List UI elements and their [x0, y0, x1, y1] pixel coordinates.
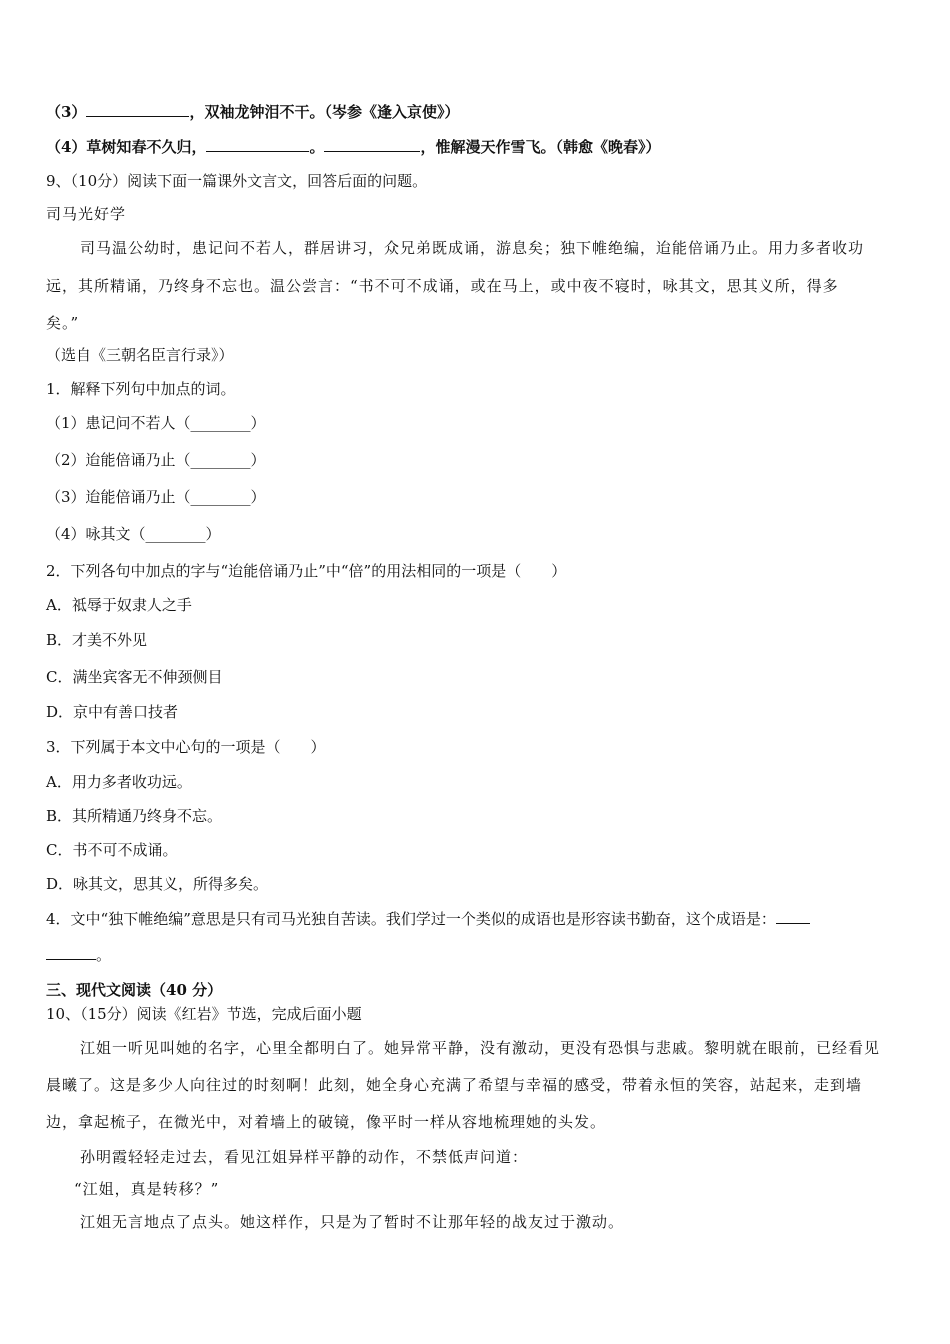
q9-sub3-option-c[interactable]: C．书不可不成诵。	[46, 841, 178, 859]
q9-sub4-blank-part-1[interactable]	[776, 909, 810, 924]
q9-passage-line-3: 矣。”	[46, 314, 80, 332]
q10-passage-line-4: 孙明霞轻轻走过去，看见江姐异样平静的动作，不禁低声问道：	[80, 1148, 529, 1166]
q8-item-3	[46, 101, 459, 123]
q10-header: 10、（15分）阅读《红岩》节选，完成后面小题	[46, 1005, 362, 1023]
q9-sub1-prompt: 1．解释下列句中加点的词。	[46, 380, 236, 398]
q9-sub4-end: 。	[96, 946, 112, 964]
q8-item-3-blank[interactable]	[86, 102, 189, 117]
q8-item-4-post: ，惟解漫天作雪飞。（韩愈《晚春》）	[420, 138, 661, 156]
q9-sub4-text: 4．文中“独下帷绝编”意思是只有司马光独自苦读。我们学过一个类似的成语也是形容读书勤奋，这个成语是：	[46, 910, 776, 928]
q9-sub3-option-b[interactable]: B．其所精通乃终身不忘。	[46, 807, 223, 825]
q9-sub1-item-1: （1）患记问不若人（________）	[46, 414, 266, 432]
q10-passage-line-2: 晨曦了。这是多少人向往过的时刻啊！此刻，她全身心充满了希望与幸福的感受，带着永恒的笑容，站起来，走到墙	[46, 1076, 863, 1094]
section-3-title: 三、现代文阅读（40 分）	[46, 981, 223, 999]
q8-item-4	[46, 136, 660, 158]
q9-sub2-prompt: 2．下列各句中加点的字与“迨能倍诵乃止”中“倍”的用法相同的一项是（ ）	[46, 562, 567, 580]
q9-source: （选自《三朝名臣言行录》）	[46, 346, 234, 364]
q9-sub2-option-d[interactable]: D．京中有善口技者	[46, 703, 179, 721]
q9-passage-line-2: 远，其所精诵，乃终身不忘也。温公尝言：“书不可不成诵，或在马上，或中夜不寝时，咏其文，思其义所，得多	[46, 277, 839, 295]
q10-passage-line-3: 边，拿起梳子，在微光中，对着墙上的破镜，像平时一样从容地梳理她的头发。	[46, 1113, 607, 1131]
q8-item-4-mid: 。	[309, 138, 325, 156]
q10-passage-line-5: “江姐，真是转移？”	[74, 1180, 220, 1198]
q8-item-4-blank-2[interactable]	[324, 137, 420, 152]
q9-sub4-prompt	[46, 908, 810, 930]
q9-sub3-prompt: 3．下列属于本文中心句的一项是（ ）	[46, 738, 326, 756]
q9-sub3-option-d[interactable]: D．咏其文，思其义，所得多矣。	[46, 875, 269, 893]
q8-item-3-text: ，双袖龙钟泪不干。（岑参《逢入京使》）	[189, 103, 460, 121]
q9-passage-title: 司马光好学	[46, 205, 127, 223]
q9-sub2-option-b[interactable]: B．才美不外见	[46, 631, 148, 649]
q9-sub4-continuation	[46, 944, 111, 966]
q9-sub3-option-a[interactable]: A．用力多者收功远。	[46, 773, 192, 791]
q9-header: 9、（10分）阅读下面一篇课外文言文，回答后面的问题。	[46, 172, 428, 190]
q9-sub1-item-3: （3）迨能倍诵乃止（________）	[46, 488, 266, 506]
q9-sub2-option-a[interactable]: A．祗辱于奴隶人之手	[46, 596, 192, 614]
q8-item-4-pre: （4）草树知春不久归，	[46, 138, 207, 156]
q9-sub2-option-c[interactable]: C．满坐宾客无不伸颈侧目	[46, 668, 223, 686]
q8-item-3-number: （3）	[46, 103, 87, 121]
q9-sub1-item-4: （4）咏其文（________）	[46, 525, 221, 543]
q10-passage-line-1: 江姐一听见叫她的名字，心里全都明白了。她异常平静，没有激动，更没有恐惧与悲戚。黎明就在眼前，已经看见	[80, 1039, 881, 1057]
q9-sub4-blank-part-2[interactable]	[46, 945, 96, 960]
q8-item-4-blank-1[interactable]	[206, 137, 309, 152]
q9-passage-line-1: 司马温公幼时，患记问不若人，群居讲习，众兄弟既成诵，游息矣；独下帷绝编，迨能倍诵乃止。用力多者收功	[80, 239, 865, 257]
q10-passage-line-6: 江姐无言地点了点头。她这样作，只是为了暂时不让那年轻的战友过于激动。	[80, 1213, 625, 1231]
q9-sub1-item-2: （2）迨能倍诵乃止（________）	[46, 451, 266, 469]
